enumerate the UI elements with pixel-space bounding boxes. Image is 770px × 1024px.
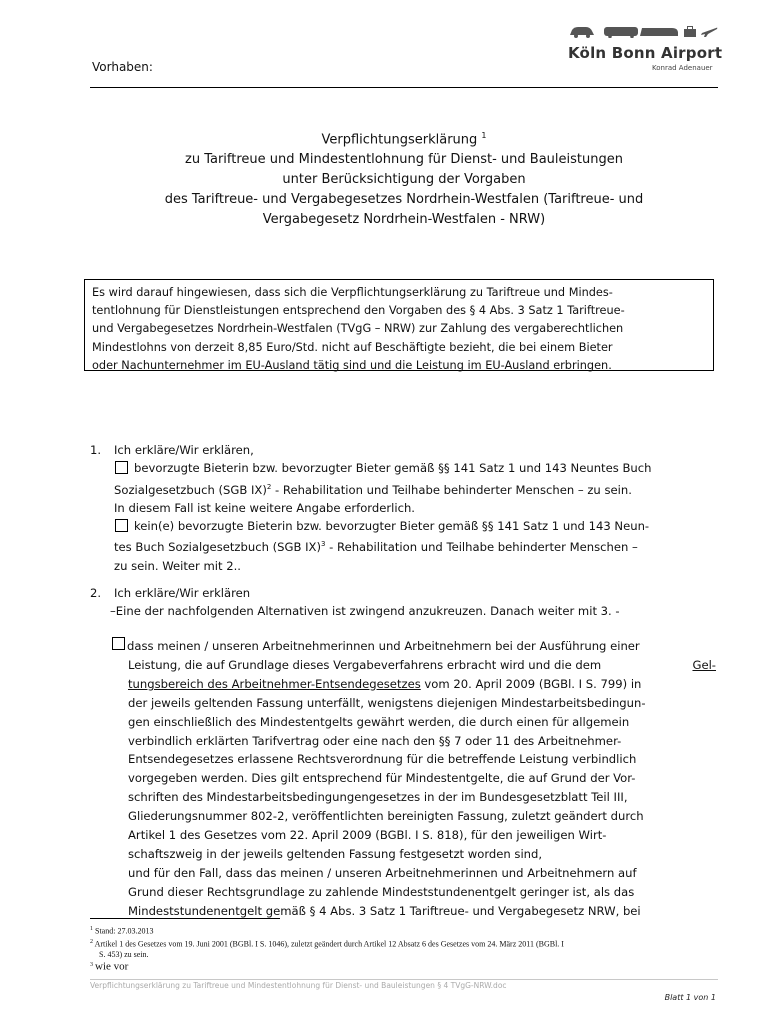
option-1-line-3: In diesem Fall ist keine weitere Angabe erforderlich. — [114, 500, 415, 515]
checkbox-nicht-bevorzugt[interactable] — [115, 519, 128, 532]
section-2-alternative-1 — [112, 637, 716, 921]
alt-1-line-2-link: Gel- — [692, 657, 716, 672]
bag-icon — [684, 26, 696, 37]
footnote-divider — [90, 918, 280, 919]
option-1-line-1: bevorzugte Bieterin bzw. bevorzugter Bieter gemäß §§ 141 Satz 1 und 143 Neuntes Buch — [134, 461, 652, 476]
alt-1-line: Grund dieser Rechtsgrundlage zu zahlende Mindeststundenentgelt geringer ist, als das — [128, 884, 635, 899]
option-2-line-1: kein(e) bevorzugte Bieterin bzw. bevorzugter Bieter gemäß §§ 141 Satz 1 und 143 Neun- — [134, 519, 650, 534]
alt-1-line: schaftszweig in der jeweils geltenden Fassung festgesetzt worden sind, — [128, 846, 543, 861]
title-line-3: unter Berücksichtigung der Vorgaben — [282, 172, 526, 188]
footnote-2-line-2: S. 453) zu sein. — [99, 950, 149, 960]
alt-1-line: der jeweils geltenden Fassung unterfällt, wenigstens diejenigen Mindestarbeitsbedingun- — [128, 695, 646, 710]
footnotes — [90, 924, 720, 973]
option-2-line-2b: - Rehabilitation und Teilhabe behinderter Menschen – — [325, 540, 638, 555]
section-1-number: 1. — [90, 443, 102, 457]
section-2 — [90, 584, 620, 621]
bus-icon — [604, 27, 638, 38]
title-line-5: Vergabegesetz Nordrhein-Westfalen - NRW) — [262, 212, 546, 228]
footer-filename: Verpflichtungserklärung zu Tariftreue und Mindestentlohnung für Dienst- und Bauleistungen § 4 TVgG-NRW.doc — [90, 981, 507, 990]
plane-icon — [701, 28, 717, 37]
footnote-2-number: 2 — [90, 938, 93, 945]
section-2-heading: Ich erkläre/Wir erklären — [114, 586, 251, 600]
header-divider — [90, 87, 718, 88]
checkbox-bevorzugt[interactable] — [115, 461, 128, 474]
footnote-ref-3: 3 — [321, 540, 326, 549]
title-line-4: des Tariftreue- und Vergabegesetzes Nordrhein-Westfalen (Tariftreue- und — [164, 192, 644, 208]
section-2-number: 2. — [90, 586, 102, 600]
alt-1-line: gen einschließlich des Mindestentgelts gewährt werden, die durch einen für allgemein — [128, 714, 630, 729]
notice-line: oder Nachunternehmer im EU-Ausland tätig sind und die Leistung im EU-Ausland erbringen. — [92, 358, 612, 372]
alt-1-line: schriften des Mindestarbeitsbedingungengesetzes in der im Bundesgesetzblatt Teil III, — [128, 790, 628, 805]
alt-1-line: vorgegeben werden. Dies gilt entsprechend für Mindestentgelte, die auf Grund der Vor- — [128, 771, 636, 786]
car-icon — [570, 27, 594, 38]
notice-box — [84, 279, 714, 371]
logo-name: Köln Bonn Airport — [568, 44, 723, 62]
vorhaben-label: Vorhaben: — [92, 60, 153, 74]
checkbox-alternative-1[interactable] — [112, 637, 125, 650]
footnote-ref-2: 2 — [266, 482, 272, 491]
footnote-3: wie vor — [95, 960, 129, 973]
option-2-line-3: zu sein. Weiter mit 2.. — [114, 558, 241, 573]
document-title — [90, 126, 718, 230]
option-2-line-2a: tes Buch Sozialgesetzbuch (SGB IX) — [114, 540, 322, 555]
footnote-3-number: 3 — [90, 962, 93, 969]
footnote-1-number: 1 — [90, 926, 93, 932]
footnote-2-line-1: Artikel 1 des Gesetzes vom 19. Juni 2001 (BGBl. I S. 1046), zuletzt geändert durch Artikel 12 Absatz 6 des Gesetzes vom 24. März 2011 (BGBl. I — [94, 939, 564, 949]
option-1-line-2a: Sozialgesetzbuch (SGB IX) — [114, 482, 267, 497]
alt-1-line-1: dass meinen / unseren Arbeitnehmerinnen und Arbeitnehmern bei der Ausführung einer — [127, 639, 640, 653]
transport-icons — [568, 24, 718, 38]
train-icon — [640, 28, 678, 36]
option-1-line-2b: - Rehabilitation und Teilhabe behinderter Menschen – zu sein. — [271, 482, 632, 497]
footer-divider — [90, 979, 718, 980]
title-line-2: zu Tariftreue und Mindestentlohnung für Dienst- und Bauleistungen — [185, 152, 623, 168]
alt-1-line: Artikel 1 des Gesetzes vom 22. April 2009 (BGBl. I S. 818), für den jeweiligen Wirt- — [128, 828, 607, 843]
notice-line: Es wird darauf hingewiesen, dass sich die Verpflichtungserklärung zu Tariftreue und Mindes- — [92, 286, 613, 299]
title-footnote-ref: 1 — [481, 131, 487, 140]
notice-line: Mindestlohns von derzeit 8,85 Euro/Std. nicht auf Beschäftigte bezieht, die bei einem Bieter — [92, 340, 613, 354]
alt-1-line-3-post: vom 20. April 2009 (BGBl. I S. 799) in — [420, 676, 642, 691]
notice-line: und Vergabegesetzes Nordrhein-Westfalen (TVgG – NRW) zur Zahlung des vergaberechtlichen — [92, 322, 624, 336]
alt-1-line: Entsendegesetzes erlassene Rechtsverordnung für die betreffende Leistung verbindlich — [128, 752, 637, 767]
alt-1-line: und für den Fall, dass das meinen / unseren Arbeitnehmerinnen und Arbeitnehmern auf — [128, 865, 637, 880]
logo-subtitle: Konrad Adenauer — [652, 64, 713, 72]
notice-line: tentlohnung für Dienstleistungen entsprechend den Vorgaben des § 4 Abs. 3 Satz 1 Tariftreue- — [92, 304, 625, 318]
airport-logo — [560, 16, 723, 76]
alt-1-line: verbindlich erklärten Tarifvertrag oder eine nach den §§ 7 oder 11 des Arbeitnehmer- — [128, 733, 622, 748]
alt-1-line-2-pre: Leistung, die auf Grundlage dieses Vergabeverfahrens erbracht wird und die dem — [128, 657, 605, 672]
section-2-note: –Eine der nachfolgenden Alternativen ist zwingend anzukreuzen. Danach weiter mit 3. - — [110, 604, 620, 619]
alt-1-line: Gliederungsnummer 802-2, veröffentlichten bereinigten Fassung, zuletzt geändert durch — [128, 809, 644, 824]
footnote-1: Stand: 27.03.2013 — [95, 926, 154, 936]
alt-1-line: Mindeststundenentgelt gemäß § 4 Abs. 3 Satz 1 Tariftreue- und Vergabegesetz NRW, bei — [128, 903, 641, 918]
section-1 — [90, 441, 651, 575]
title-line-1: Verpflichtungserklärung — [321, 132, 478, 148]
page-number: Blatt 1 von 1 — [664, 993, 716, 1002]
section-1-heading: Ich erkläre/Wir erklären, — [114, 443, 254, 457]
alt-1-line-3-link: tungsbereich des Arbeitnehmer-Entsendegesetzes — [128, 676, 421, 691]
